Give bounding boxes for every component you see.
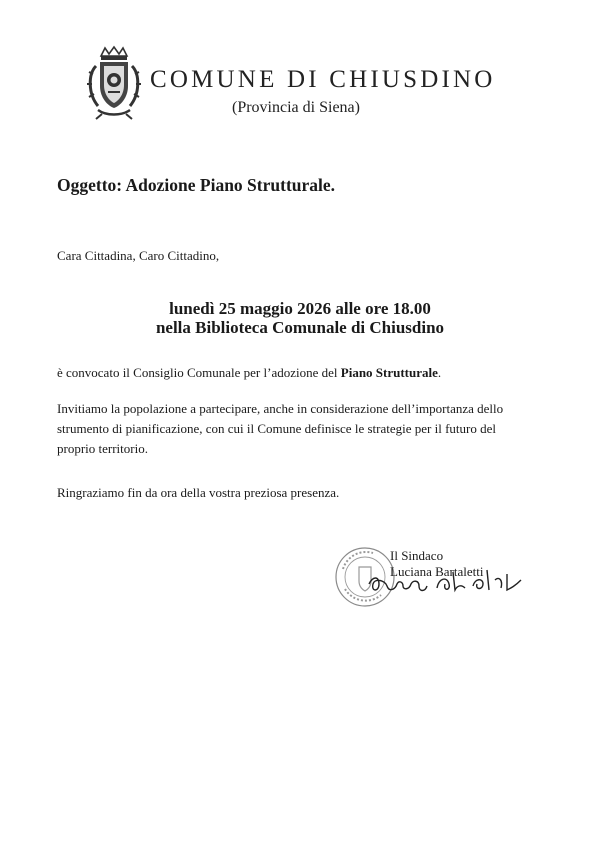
municipality-title: COMUNE DI CHIUSDINO <box>150 66 496 93</box>
meeting-date: lunedì 25 maggio 2026 alle ore 18.00 <box>169 299 431 318</box>
meeting-place: nella Biblioteca Comunale di Chiusdino <box>155 318 445 337</box>
greeting: Cara Cittadina, Caro Cittadino, <box>57 248 220 263</box>
invitation-line: Invitiamo la popolazione a partecipare, anche in considerazione dell’importanza dello <box>57 401 504 416</box>
subject-heading: Oggetto: Adozione Piano Strutturale. <box>57 175 336 195</box>
handwritten-signature-icon <box>365 566 525 598</box>
convocation-text: è convocato il Consiglio Comunale per l’adozione del <box>57 365 341 380</box>
province-subtitle: (Provincia di Siena) <box>232 99 360 116</box>
mayor-title: Il Sindaco <box>390 548 444 563</box>
invitation-line: proprio territorio. <box>57 441 148 456</box>
invitation-paragraph <box>57 399 503 459</box>
convocation-paragraph <box>57 363 441 383</box>
convocation-end: . <box>437 365 442 380</box>
mayor-name: Luciana Bartaletti <box>390 564 484 579</box>
coat-of-arms-icon <box>84 44 144 120</box>
thanks-paragraph: Ringraziamo fin da ora della vostra preziosa presenza. <box>57 485 340 500</box>
invitation-line: strumento di pianificazione, con cui il Comune definisce le strategie per il futuro del <box>57 421 496 436</box>
plan-name: Piano Strutturale <box>340 365 438 380</box>
